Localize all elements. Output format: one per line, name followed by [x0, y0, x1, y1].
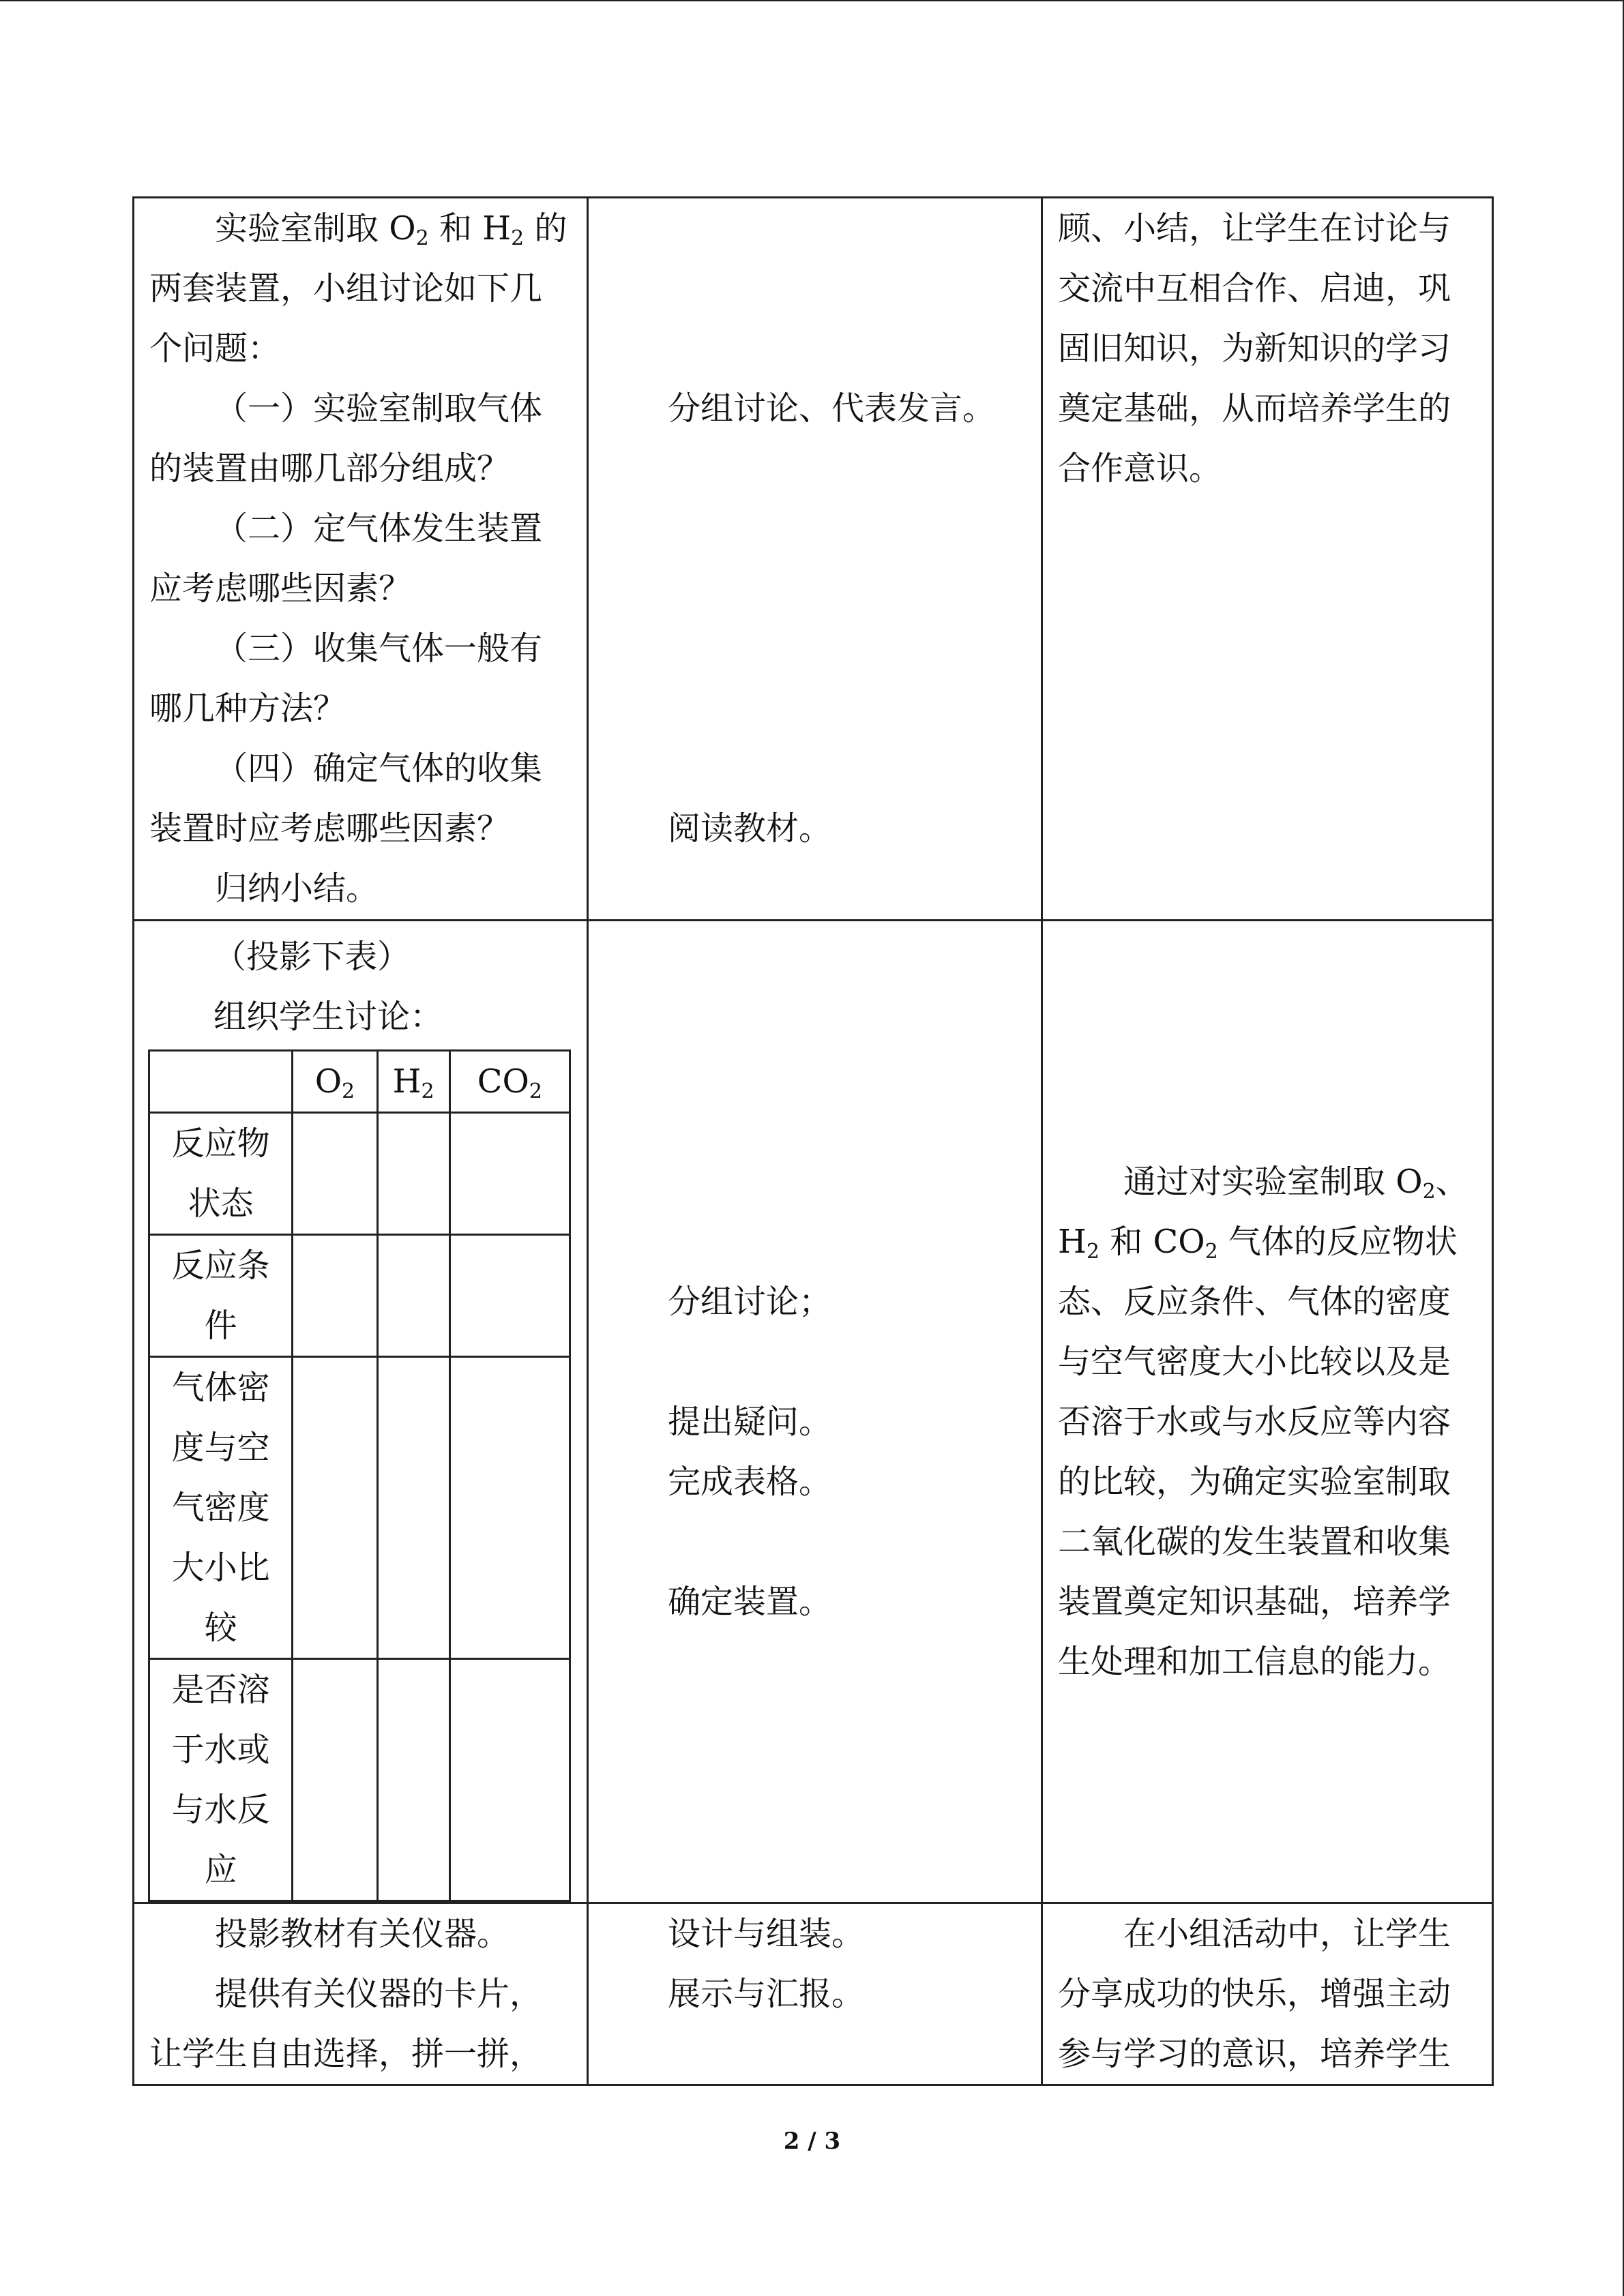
comparison-row-label: 气体密度与空气密度大小比较 — [149, 1357, 293, 1659]
teacher-activity-cell — [134, 198, 588, 921]
comparison-header-blank — [149, 1051, 293, 1113]
gas-comparison-table — [148, 1049, 571, 1902]
student-activity-determine-device: 确定装置。 — [668, 1583, 832, 1621]
comparison-row — [149, 1357, 570, 1659]
design-intent-cell — [1042, 198, 1493, 921]
comparison-cell — [293, 1357, 377, 1659]
comparison-header-co2: $CO_2$ — [449, 1051, 570, 1113]
comparison-cell — [293, 1235, 377, 1357]
comparison-row — [149, 1235, 570, 1357]
student-activity-group-discuss: 分组讨论； — [668, 1283, 832, 1321]
comparison-row-label: 反应条件 — [149, 1235, 293, 1357]
lesson-plan-table — [132, 196, 1494, 2086]
comparison-header-row — [149, 1051, 570, 1113]
teacher-projection-instruments: 投影教材有关仪器。 — [215, 1915, 510, 1953]
student-activity-complete-table: 完成表格。 — [668, 1463, 832, 1501]
comparison-cell — [449, 1357, 570, 1659]
design-intent-text: 通过对实验室制取 $O_2$、$H_2$ 和 $CO_2$ 气体的反应物状态、反应条件、气体的密度与空气密度大小比较以及是否溶于水或与水反应等内容的比较，为确定实验室制取二氧化碳的发生装置和收集装置奠定知识基础，培养学生处理和加工信息的能力。 — [1058, 1163, 1468, 1681]
design-intent-cell — [1042, 1903, 1493, 2085]
student-activity-read: 阅读教材。 — [668, 809, 832, 848]
comparison-cell — [377, 1357, 449, 1659]
page-top-border — [0, 0, 1624, 1]
comparison-cell — [293, 1659, 377, 1901]
student-activity-cell — [588, 198, 1042, 921]
comparison-cell — [449, 1659, 570, 1901]
student-activity-design: 设计与组装。 — [668, 1915, 865, 1953]
comparison-cell — [377, 1235, 449, 1357]
comparison-cell — [377, 1659, 449, 1901]
comparison-header-h2: $H_2$ — [377, 1051, 449, 1113]
projection-note: （投影下表） — [213, 938, 411, 976]
design-intent-cell — [1042, 921, 1493, 1903]
comparison-cell — [449, 1113, 570, 1235]
student-activity-present: 展示与汇报。 — [668, 1975, 865, 2013]
design-intent-text: 在小组活动中，让学生分享成功的快乐，增强主动参与学习的意识，培养学生 — [1058, 1915, 1451, 2073]
table-row — [134, 1903, 1493, 2085]
teacher-activity-cell — [134, 1903, 588, 2085]
teacher-intro: 实验室制取 $O_2$ 和 $H_2$ 的两套装置，小组讨论如下几个问题： — [149, 209, 567, 368]
summary: 归纳小结。 — [215, 869, 379, 908]
student-activity-ask: 提出疑问。 — [668, 1403, 832, 1441]
question-4: （四）确定气体的收集装置时应考虑哪些因素？ — [149, 749, 543, 848]
comparison-header-o2: $O_2$ — [293, 1051, 377, 1113]
question-1: （一）实验室制取气体的装置由哪几部分组成？ — [149, 389, 543, 488]
question-3: （三）收集气体一般有哪几种方法？ — [149, 629, 543, 728]
comparison-row-label: 是否溶于水或与水反应 — [149, 1659, 293, 1901]
organize-discussion: 组织学生讨论： — [213, 998, 443, 1036]
design-intent-text: 顾、小结，让学生在讨论与交流中互相合作、启迪，巩固旧知识，为新知识的学习奠定基础，从而培养学生的合作意识。 — [1058, 209, 1451, 488]
page-number: 2 / 3 — [783, 2128, 841, 2155]
table-row — [134, 921, 1493, 1903]
student-activity-discuss: 分组讨论、代表发言。 — [668, 389, 996, 428]
question-2: （二）定气体发生装置应考虑哪些因素？ — [149, 509, 543, 608]
comparison-cell — [449, 1235, 570, 1357]
student-activity-cell — [588, 921, 1042, 1903]
table-row — [134, 198, 1493, 921]
comparison-row-label: 反应物状态 — [149, 1113, 293, 1235]
comparison-cell — [293, 1113, 377, 1235]
teacher-provide-cards: 提供有关仪器的卡片，让学生自由选择，拼一拼， — [149, 1975, 543, 2073]
teacher-activity-cell — [134, 921, 588, 1903]
student-activity-cell — [588, 1903, 1042, 2085]
comparison-row — [149, 1659, 570, 1901]
comparison-row — [149, 1113, 570, 1235]
comparison-cell — [377, 1113, 449, 1235]
